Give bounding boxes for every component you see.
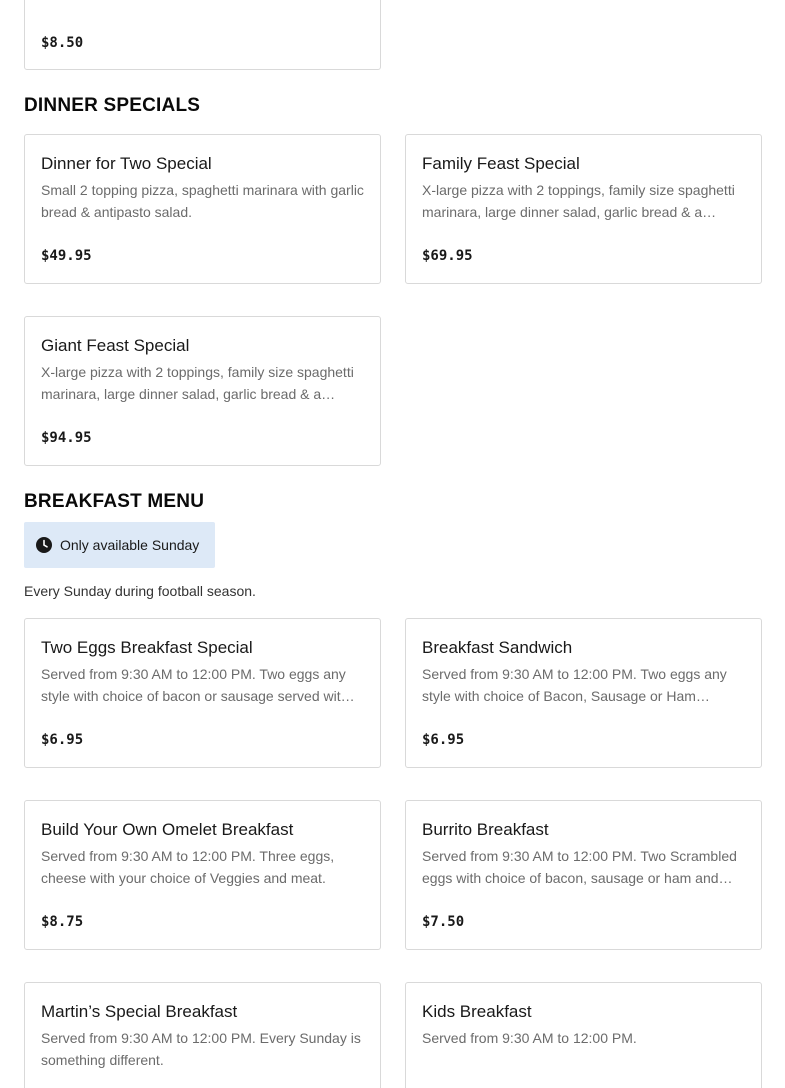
menu-item-description: Served from 9:30 AM to 12:00 PM. Two eggs any style with choice of bacon or sausage served wit… (41, 666, 355, 704)
section-title-dinner-specials: DINNER SPECIALS (24, 95, 201, 116)
menu-item-name: Build Your Own Omelet Breakfast (41, 820, 294, 839)
menu-item-description: Small 2 topping pizza, spaghetti marinara with garlic bread & antipasto salad. (41, 182, 364, 220)
menu-item-name: Martin’s Special Breakfast (41, 1002, 238, 1021)
menu-item-card[interactable] (405, 982, 762, 1088)
menu-item-price: $6.95 (422, 732, 465, 748)
menu-item-name: Kids Breakfast (422, 1002, 532, 1021)
menu-item-price: $8.50 (41, 35, 84, 51)
menu-item-name: Family Feast Special (422, 154, 580, 173)
availability-label: Only available Sunday (60, 537, 200, 553)
menu-item-price: $49.95 (41, 248, 92, 264)
menu-item-name: Breakfast Sandwich (422, 638, 573, 657)
menu-item-card[interactable] (24, 982, 381, 1088)
clock-icon (36, 537, 52, 553)
availability-badge (24, 522, 215, 568)
menu-item-description: Served from 9:30 AM to 12:00 PM. Two Scrambled eggs with choice of bacon, sausage or ham and… (422, 848, 737, 886)
menu-item-name: Dinner for Two Special (41, 154, 212, 173)
menu-item-description: Served from 9:30 AM to 12:00 PM. Three eggs, cheese with your choice of Veggies and meat. (41, 848, 335, 886)
menu-item-price: $94.95 (41, 430, 92, 446)
menu-item-price: $6.95 (41, 732, 84, 748)
menu-item-card[interactable] (24, 0, 381, 70)
menu-item-name: Burrito Breakfast (422, 820, 549, 839)
menu-item-name: Two Eggs Breakfast Special (41, 638, 253, 657)
menu-item-card[interactable] (405, 134, 762, 284)
menu-item-card[interactable] (405, 800, 762, 950)
menu-item-description: X-large pizza with 2 toppings, family size spaghetti marinara, large dinner salad, garlic bread & a… (422, 182, 735, 220)
menu-item-card[interactable] (24, 316, 381, 466)
menu-item-description: Served from 9:30 AM to 12:00 PM. Every Sunday is something different. (41, 1030, 361, 1068)
section-title-breakfast-menu: BREAKFAST MENU (24, 491, 205, 512)
menu-item-price: $69.95 (422, 248, 473, 264)
menu-item-card[interactable] (24, 134, 381, 284)
section-description: Every Sunday during football season. (24, 583, 256, 599)
menu-item-card[interactable] (405, 618, 762, 768)
menu-item-card[interactable] (24, 618, 381, 768)
menu-item-description: Served from 9:30 AM to 12:00 PM. Two eggs any style with choice of Bacon, Sausage or Ham… (422, 666, 727, 704)
menu-item-card[interactable] (24, 800, 381, 950)
menu-item-description: Served from 9:30 AM to 12:00 PM. (422, 1030, 637, 1046)
menu-item-name: Giant Feast Special (41, 336, 190, 355)
menu-item-description: X-large pizza with 2 toppings, family size spaghetti marinara, large dinner salad, garlic bread & a… (41, 364, 354, 402)
menu-item-price: $8.75 (41, 914, 84, 930)
menu-item-price: $7.50 (422, 914, 465, 930)
